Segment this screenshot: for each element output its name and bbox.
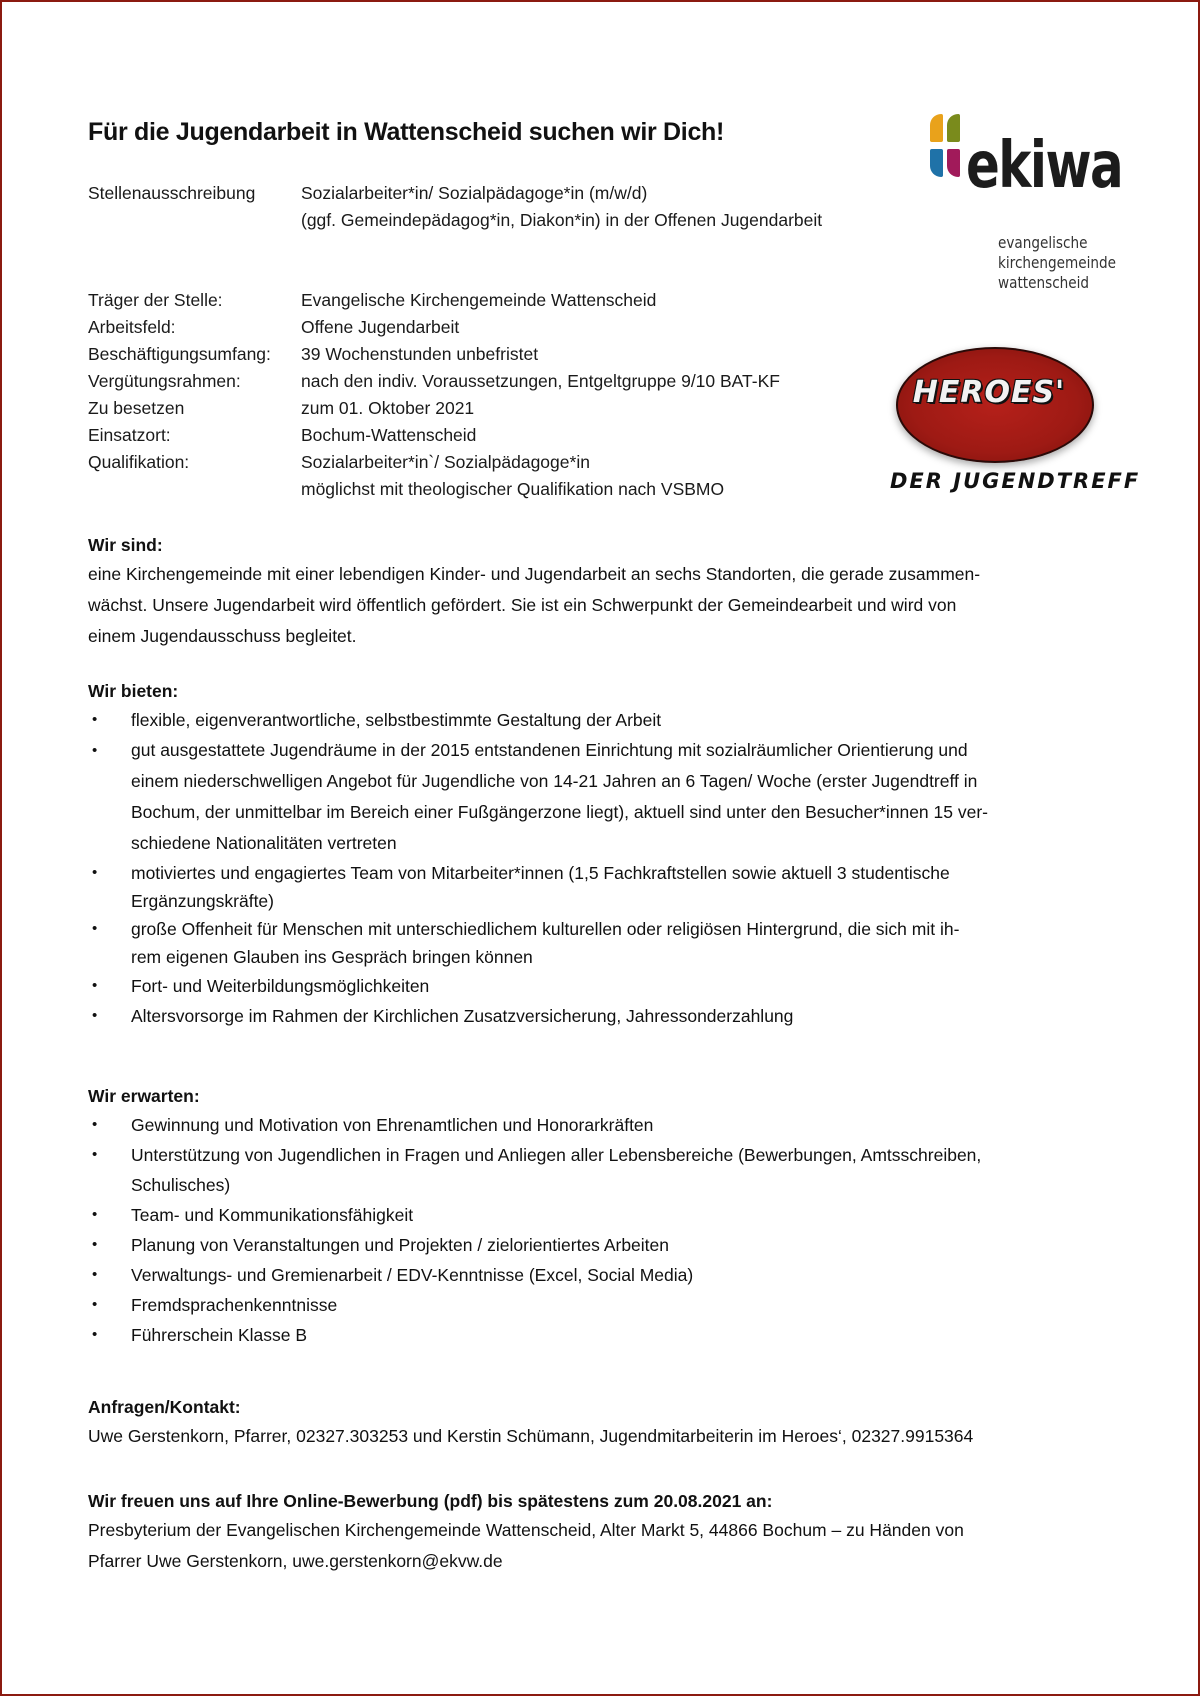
section-heading: Wir sind: <box>88 535 163 555</box>
logo-bar-orange <box>930 114 943 142</box>
bullet-icon: • <box>92 1236 98 1253</box>
logo-bar-magenta <box>947 149 960 177</box>
list-item: • Team- und Kommunikationsfähigkeit <box>88 1200 1128 1230</box>
fact-value: nach den indiv. Voraussetzungen, Entgeltgruppe 9/10 BAT-KF <box>301 371 780 391</box>
job-facts <box>88 287 780 503</box>
fact-label: Arbeitsfeld: <box>88 317 176 337</box>
bullet-icon: • <box>92 711 98 728</box>
section-bewerbung <box>88 1488 1128 1577</box>
list-item: • Gewinnung und Motivation von Ehrenamtlichen und Honorarkräften <box>88 1110 1128 1140</box>
contact-line: Uwe Gerstenkorn, Pfarrer, 02327.303253 und Kerstin Schümann, Jugendmitarbeiterin im Heroes‘, 02327.9915364 <box>88 1426 974 1446</box>
list-item: • gut ausgestattete Jugendräume in der 2015 entstandenen Einrichtung mit sozialräumlicher Orientierung und einem niederschwelligen Angebot für Jugendliche von 14-21 Jahren an 6 Tagen/ Woche (erster Jugendtreff in Bochum, der unmittelbar im Bereich einer Fußgängerzone liegt), aktuell sind unter den Besucher*innen 15 ver- schiedene Nationalitäten vertreten <box>88 735 1128 859</box>
ekiwa-logo <box>930 112 1130 307</box>
bullet-icon: • <box>92 1116 98 1133</box>
list-item: • Unterstützung von Jugendlichen in Fragen und Anliegen aller Lebensbereiche (Bewerbungen, Amtsschreiben, Schulisches) <box>88 1140 1128 1200</box>
fact-value: 39 Wochenstunden unbefristet <box>301 344 539 364</box>
fact-label: Zu besetzen <box>88 398 185 418</box>
fact-value: Offene Jugendarbeit <box>301 317 460 337</box>
fact-value: Evangelische Kirchengemeinde Wattenscheid <box>301 290 657 310</box>
ekiwa-subtitle: evangelische kirchengemeinde wattenscheid <box>998 233 1117 292</box>
heroes-wordmark: HEROES' <box>912 375 1066 410</box>
fact-row <box>88 341 780 368</box>
list-item: • Fremdsprachenkenntnisse <box>88 1290 1128 1320</box>
bullet-icon: • <box>92 864 98 881</box>
paragraph: eine Kirchengemeinde mit einer lebendigen Kinder- und Jugendarbeit an sechs Standorten, die gerade zusammen- wächst. Unsere Jugendarbeit wird öffentlich gefördert. Sie ist ein Schwerpunkt der Gemeindearbeit und wird von einem Jugendausschuss begleitet. <box>88 564 981 646</box>
bullet-icon: • <box>92 977 98 994</box>
logo-bar-blue <box>930 149 943 177</box>
logo-bar-olive <box>947 114 960 142</box>
heroes-logo <box>890 345 1141 500</box>
fact-value: Sozialarbeiter*in`/ Sozialpädagoge*in <box>301 452 590 472</box>
fact-row <box>88 449 780 476</box>
fact-label: Einsatzort: <box>88 425 171 445</box>
posting-block <box>88 180 822 234</box>
posting-line: Sozialarbeiter*in/ Sozialpädagoge*in (m/w/d) <box>301 183 648 203</box>
bullet-icon: • <box>92 1007 98 1024</box>
list-item: • Altersvorsorge im Rahmen der Kirchlichen Zusatzversicherung, Jahressonderzahlung <box>88 1001 1128 1031</box>
section-heading: Wir bieten: <box>88 681 179 701</box>
paragraph: Presbyterium der Evangelischen Kirchengemeinde Wattenscheid, Alter Markt 5, 44866 Bochum – zu Händen von Pfarrer Uwe Gerstenkorn, uwe.gerstenkorn@ekvw.de <box>88 1515 1128 1577</box>
bullet-icon: • <box>92 920 98 937</box>
fact-row <box>88 368 780 395</box>
fact-value: möglichst mit theologischer Qualifikation nach VSBMO <box>301 479 725 499</box>
fact-row <box>88 287 780 314</box>
fact-value: zum 01. Oktober 2021 <box>301 398 475 418</box>
fact-row <box>88 476 780 503</box>
section-wir-bieten <box>88 678 1128 1031</box>
list-item: • große Offenheit für Menschen mit unterschiedlichem kulturellen oder religiösen Hintergrund, die sich mit ih- rem eigenen Glauben ins Gespräch bringen können <box>88 915 1128 971</box>
fact-row <box>88 422 780 449</box>
fact-label <box>88 476 301 503</box>
list-item: • motiviertes und engagiertes Team von Mitarbeiter*innen (1,5 Fachkraftstellen sowie aktuell 3 studentische Ergänzungskräfte) <box>88 859 1128 915</box>
email-line: Pfarrer Uwe Gerstenkorn, uwe.gerstenkorn@ekvw.de <box>88 1551 503 1571</box>
section-heading: Anfragen/Kontakt: <box>88 1397 241 1417</box>
list-item: • flexible, eigenverantwortliche, selbstbestimmte Gestaltung der Arbeit <box>88 705 1128 735</box>
fact-value: Bochum-Wattenscheid <box>301 425 477 445</box>
fact-label: Vergütungsrahmen: <box>88 371 241 391</box>
requirements-list <box>88 1110 1128 1350</box>
benefits-list <box>88 705 1128 1031</box>
bullet-icon: • <box>92 1146 98 1163</box>
bullet-icon: • <box>92 1266 98 1283</box>
fact-label: Qualifikation: <box>88 452 190 472</box>
bullet-icon: • <box>92 1206 98 1223</box>
posting-line: (ggf. Gemeindepädagog*in, Diakon*in) in der Offenen Jugendarbeit <box>301 210 823 230</box>
list-item: • Planung von Veranstaltungen und Projekten / zielorientiertes Arbeiten <box>88 1230 1128 1260</box>
bullet-icon: • <box>92 1326 98 1343</box>
posting-label: Stellenausschreibung <box>88 183 256 203</box>
fact-row <box>88 314 780 341</box>
bullet-icon: • <box>92 1296 98 1313</box>
fact-label: Beschäftigungsumfang: <box>88 344 271 364</box>
fact-label: Träger der Stelle: <box>88 290 223 310</box>
ekiwa-wordmark: ekiwa <box>966 129 1123 203</box>
list-item: • Verwaltungs- und Gremienarbeit / EDV-Kenntnisse (Excel, Social Media) <box>88 1260 1128 1290</box>
heroes-tagline: DER JUGENDTREFF <box>890 469 1141 493</box>
page-title: Für die Jugendarbeit in Wattenscheid suchen wir Dich! <box>88 118 725 146</box>
section-wir-sind <box>88 532 1128 652</box>
section-heading: Wir freuen uns auf Ihre Online-Bewerbung (pdf) bis spätestens zum 20.08.2021 an: <box>88 1491 773 1511</box>
fact-row <box>88 395 780 422</box>
bullet-icon: • <box>92 742 98 759</box>
list-item: • Fort- und Weiterbildungsmöglichkeiten <box>88 971 1128 1001</box>
section-wir-erwarten <box>88 1083 1128 1350</box>
section-kontakt <box>88 1394 1128 1452</box>
section-heading: Wir erwarten: <box>88 1086 200 1106</box>
list-item: • Führerschein Klasse B <box>88 1320 1128 1350</box>
